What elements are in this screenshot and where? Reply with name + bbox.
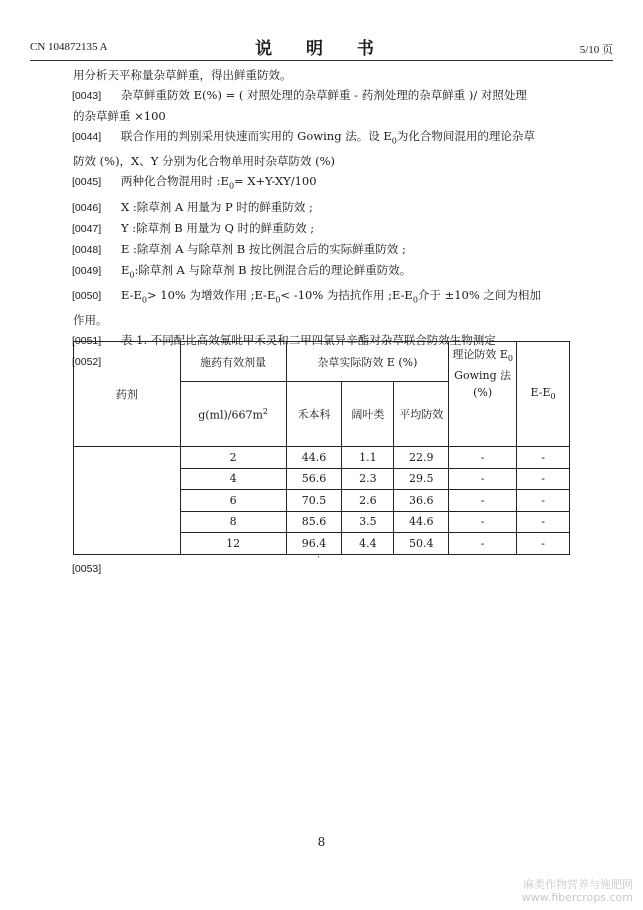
document-title: 说 明 书: [255, 39, 388, 59]
table-cell-avg: 29.5: [394, 468, 449, 490]
paragraph-text: E :除草剂 A 与除草剂 B 按比例混合后的实际鲜重防效 ;: [121, 241, 406, 256]
theory-header: 理论防效 E: [452, 348, 508, 361]
paragraph-0049: [73, 260, 593, 285]
paragraph-tag: [0046]: [72, 201, 102, 214]
dose-header: 施药有效剂量: [200, 355, 267, 369]
paragraph-tag: [0047]: [72, 222, 102, 235]
paragraph-text: < -10% 为拮抗作用 ;E-E: [280, 287, 413, 302]
agent-header-cell: [74, 342, 181, 447]
table-cell-dose: 6: [180, 490, 286, 512]
theory-method: Gowing 法 (%): [454, 369, 512, 400]
avg-header-cell: [394, 382, 449, 447]
table-cell-diff: -: [517, 533, 570, 555]
table-caption: 表 1. 不同配比高效氟吡甲禾灵和二甲四氯异辛酯对杂草联合防效生物测定: [121, 333, 496, 348]
subscript: 0: [141, 295, 147, 305]
table-cell-grass: 56.6: [286, 468, 342, 490]
paragraph-0044: [73, 126, 593, 151]
diff-header: E-E: [530, 386, 551, 400]
page-number: 8: [317, 835, 326, 849]
patent-number: CN 104872135 A: [30, 41, 108, 53]
subscript: 0: [275, 295, 281, 305]
paragraph-continuation: 用分析天平称量杂草鲜重，得出鲜重防效。: [73, 68, 292, 82]
table-row: [74, 447, 570, 469]
table-cell-avg: 50.4: [394, 533, 449, 555]
dose-unit-cell: [180, 382, 286, 447]
agent-label: 药剂: [115, 388, 138, 401]
table-cell-broad: 2.6: [342, 490, 394, 512]
watermark-url: www.fibercrops.com: [521, 891, 633, 904]
page-indicator: 5/10 页: [579, 44, 613, 56]
table-cell-theory: -: [449, 468, 517, 490]
grass-header-cell: [286, 382, 342, 447]
paragraph-0045: [73, 171, 593, 196]
paragraph-text: 介于 ±10% 之间为相加: [417, 287, 541, 302]
paragraph-tag: [0050]: [72, 289, 102, 302]
paragraph-0047: [73, 218, 593, 239]
paragraph-text: Y :除草剂 B 用量为 Q 时的鲜重防效 ;: [121, 220, 315, 235]
paragraph-text: 杂草鲜重防效 E(%) = ( 对照处理的杂草鲜重 - 药剂处理的杂草鲜重 )/ 对照处理: [121, 88, 527, 102]
table-cell-broad: 1.1: [342, 447, 394, 469]
theory-header-cell: [449, 342, 517, 447]
paragraph-text: :除草剂 A 与除草剂 B 按比例混合后的理论鲜重防效。: [134, 262, 412, 277]
header-rule: [30, 60, 613, 61]
paragraph-tag: [0045]: [72, 176, 102, 189]
subscript: 0: [391, 136, 397, 146]
superscript: 2: [262, 406, 268, 416]
paragraph-text: > 10% 为增效作用 ;E-E: [146, 287, 276, 302]
paragraph-tag: [0051]: [72, 335, 102, 348]
watermark-site-name: 麻类作物营养与施肥网: [523, 878, 633, 891]
paragraph-0050: [73, 285, 593, 310]
table-cell-avg: 36.6: [394, 490, 449, 512]
paragraph-tag: [0052]: [72, 356, 102, 369]
stray-dot: ·: [317, 553, 320, 563]
table-cell-avg: 44.6: [394, 511, 449, 533]
diff-header-cell: [517, 342, 570, 447]
document-body: [73, 65, 593, 372]
table-cell-dose: 4: [180, 468, 286, 490]
table-cell-broad: 2.3: [342, 468, 394, 490]
table-cell-broad: 3.5: [342, 511, 394, 533]
table-cell-grass: 70.5: [286, 490, 342, 512]
paragraph-tag: [0049]: [72, 264, 102, 277]
paragraph-tag: [0043]: [72, 90, 102, 102]
table-cell-grass: 44.6: [286, 447, 342, 469]
dose-header-cell: [180, 342, 286, 382]
subscript: 0: [228, 181, 235, 191]
actual-header-cell: [286, 342, 449, 382]
paragraph-0048: [73, 239, 593, 260]
paragraph-text: 为化合物间混用的理论杂草: [396, 129, 535, 143]
paragraph-text: 两种化合物混用时 :E: [121, 174, 229, 189]
subscript: 0: [507, 354, 513, 364]
grass-header: 禾本科: [297, 408, 331, 421]
table-cell-broad: 4.4: [342, 533, 394, 555]
paragraph-text: E: [121, 262, 130, 277]
efficacy-table: [73, 341, 570, 555]
table-cell-dose: 12: [180, 533, 286, 555]
agent-name-cell: [74, 447, 181, 555]
paragraph-tag: [0048]: [72, 243, 102, 256]
table-cell-theory: -: [449, 533, 517, 555]
paragraph-tag: [0044]: [72, 131, 102, 143]
table-cell-grass: 85.6: [286, 511, 342, 533]
dose-unit: g(ml)/667m: [198, 408, 263, 422]
paragraph-text: = X+Y-XY/100: [234, 174, 317, 189]
subscript: 0: [550, 392, 556, 402]
table-cell-theory: -: [449, 511, 517, 533]
table-cell-dose: 2: [180, 447, 286, 469]
paragraph-0044-cont: 防效 (%)，X、Y 分别为化合物单用时杂草防效 (%): [73, 154, 336, 169]
paragraph-text: 联合作用的判别采用快速而实用的 Gowing 法。设 E: [121, 129, 392, 143]
paragraph-text: E-E: [121, 287, 142, 302]
table-cell-diff: -: [517, 511, 570, 533]
broadleaf-header: 阔叶类: [351, 408, 385, 421]
broadleaf-header-cell: [342, 382, 394, 447]
table-cell-theory: -: [449, 447, 517, 469]
table-cell-grass: 96.4: [286, 533, 342, 555]
paragraph-0046: [73, 197, 593, 218]
actual-efficacy-header: 杂草实际防效 E (%): [317, 355, 418, 369]
subscript: 0: [412, 295, 418, 305]
paragraph-0053-tag: [0053]: [72, 563, 102, 575]
table-cell-dose: 8: [180, 511, 286, 533]
table-cell-diff: -: [517, 490, 570, 512]
avg-header: 平均防效: [399, 407, 444, 421]
subscript: 0: [129, 269, 135, 279]
table-cell-avg: 22.9: [394, 447, 449, 469]
table-cell-diff: -: [517, 468, 570, 490]
paragraph-0050-cont: 作用。: [73, 313, 108, 328]
paragraph-0043-cont: 的杂草鲜重 ×100: [73, 109, 166, 123]
table-cell-theory: -: [449, 490, 517, 512]
paragraph-0043: [73, 85, 593, 106]
paragraph-text: X :除草剂 A 用量为 P 时的鲜重防效 ;: [121, 199, 313, 214]
table-cell-diff: -: [517, 447, 570, 469]
